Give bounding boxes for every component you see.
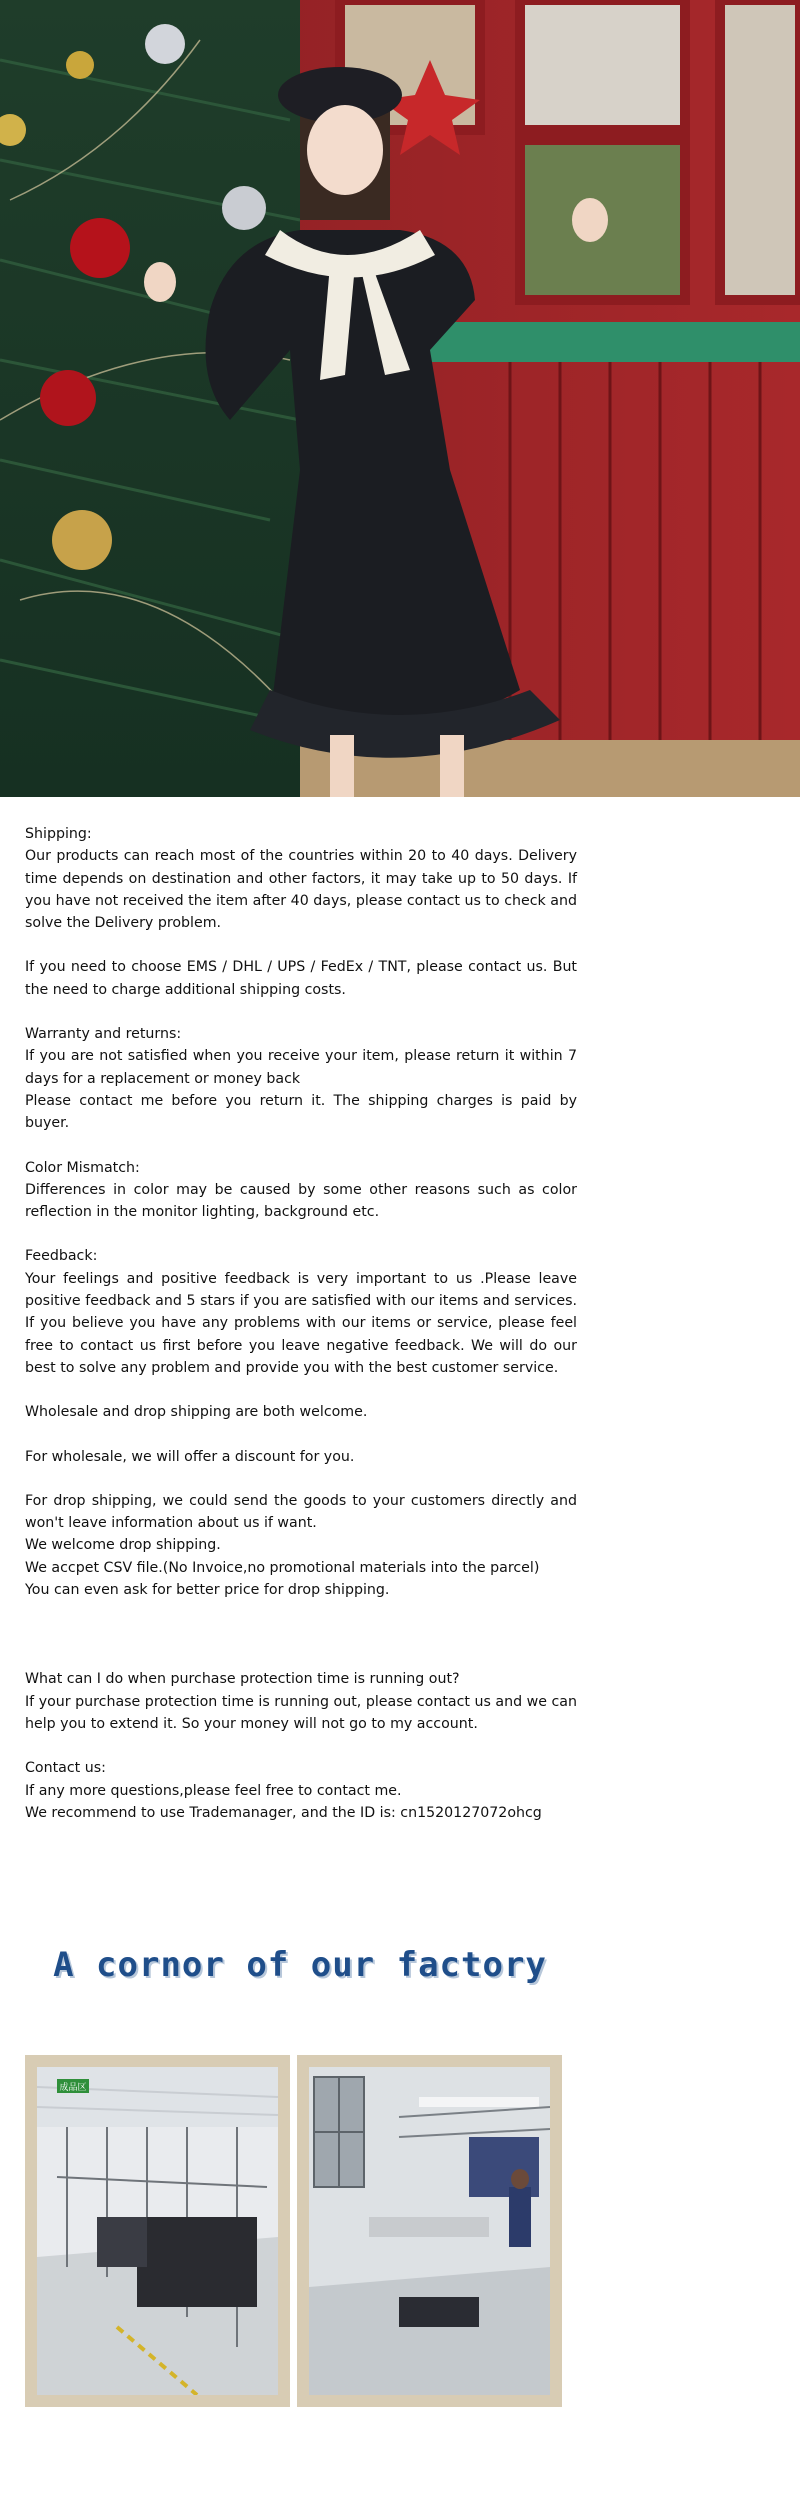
warranty-heading: Warranty and returns: [25, 1026, 182, 1043]
svg-text:成品区: 成品区 [59, 2083, 87, 2093]
contact-line-1: If any more questions,please feel free to contact me. [25, 1782, 402, 1799]
contact-line-2: We recommend to use Trademanager, and the ID is: cn1520127072ohcg [25, 1804, 542, 1821]
shipping-body: Our products can reach most of the countries within 20 to 40 days. Delivery time depends on destination and other factors, it may take up to 50 days. If you have not received the item after 40 days, please contact us to check and solve the Delivery problem. [25, 848, 577, 932]
contact-heading: Contact us: [25, 1760, 106, 1777]
shipping-express: If you need to choose EMS / DHL / UPS / FedEx / TNT, please contact us. But the need to charge additional shipping costs. [25, 959, 577, 998]
drop-shipping-line-2: We welcome drop shipping. [25, 1537, 221, 1554]
factory-title: A cornor of our factory [53, 1945, 547, 1985]
factory-photo-workshop [297, 2055, 562, 2407]
description-text [25, 823, 577, 1824]
warranty-line-2: Please contact me before you return it. The shipping charges is paid by buyer. [25, 1092, 577, 1132]
factory-photo-warehouse [25, 2055, 290, 2407]
drop-shipping-line-1: For drop shipping, we could send the goods to your customers directly and won't leave information about us if want. [25, 1492, 577, 1532]
drop-shipping-line-3: We accpet CSV file.(No Invoice,no promotional materials into the parcel) [25, 1559, 540, 1576]
product-photo-icon [0, 0, 800, 797]
protection-body: If your purchase protection time is running out, please contact us and we can help you to extend it. So your money will not go to my account. [25, 1693, 577, 1732]
drop-shipping-line-4: You can even ask for better price for drop shipping. [25, 1582, 390, 1599]
feedback-body: Your feelings and positive feedback is very important to us .Please leave positive feedback and 5 stars if you are satisfied with our items and services. If you believe you have any problems with our items or service, please feel free to contact us first before you leave negative feedback. We will do our best to solve any problem and provide you with the best customer service. [25, 1270, 577, 1376]
wholesale-welcome: Wholesale and drop shipping are both welcome. [25, 1404, 368, 1421]
workshop-photo-icon [309, 2067, 550, 2395]
warehouse-photo-icon [37, 2067, 278, 2395]
color-heading: Color Mismatch: [25, 1159, 140, 1176]
warranty-line-1: If you are not satisfied when you receive your item, please return it within 7 days for a replacement or money back [25, 1048, 577, 1087]
protection-heading: What can I do when purchase protection time is running out? [25, 1671, 460, 1688]
shipping-heading: Shipping: [25, 826, 92, 842]
color-body: Differences in color may be caused by some other reasons such as color reflection in the monitor lighting, background etc. [25, 1181, 577, 1221]
feedback-heading: Feedback: [25, 1248, 98, 1265]
hero-product-photo [0, 0, 800, 797]
wholesale-discount: For wholesale, we will offer a discount for you. [25, 1448, 355, 1465]
